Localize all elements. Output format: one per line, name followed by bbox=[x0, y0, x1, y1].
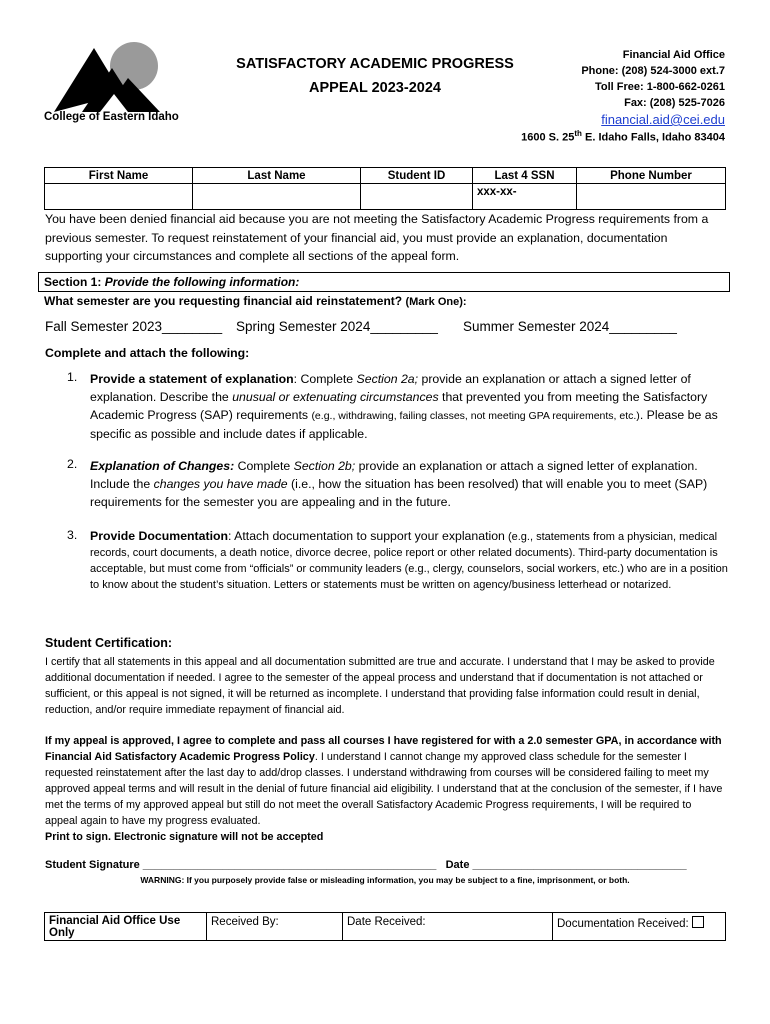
item-number: 1. bbox=[67, 370, 78, 384]
form-subtitle: APPEAL 2023-2024 bbox=[309, 80, 441, 96]
section1-heading: Section 1: Provide the following information: bbox=[44, 275, 300, 289]
student-info-table bbox=[44, 167, 726, 210]
office-name: Financial Aid Office bbox=[622, 49, 725, 61]
received-by-field[interactable]: Received By: bbox=[207, 913, 343, 941]
first-name-header: First Name bbox=[45, 168, 193, 184]
student-id-field[interactable] bbox=[361, 184, 473, 210]
ssn-field[interactable] bbox=[473, 184, 577, 210]
date-received-field[interactable]: Date Received: bbox=[343, 913, 553, 941]
warning-text: WARNING: If you purposely provide false or misleading information, you may be subject to a fine, imprisonment, or both. bbox=[140, 875, 630, 885]
student-id-header: Student ID bbox=[361, 168, 473, 184]
list-item-documentation: Provide Documentation: Attach documentation to support your explanation (e.g., statements from a physician, medical records, court documents, a death notice, divorce decree, police report or other related documents). Third-party documentation is acceptable, but must come from “officials” or community leaders (e.g., clergy, counselors, social workers, etc.) who are in a position to know about the student’s situation. Letters or statements must be written on agency/business letterhead or notarized. bbox=[90, 529, 728, 591]
list-item-changes: Explanation of Changes: Complete Section 2b; provide an explanation or attach a signed letter of explanation. Include the changes you have made (i.e., how the situation has been resolved) that will enable you to meet (SAP) requirements for the semester you are appealing and in the future. bbox=[90, 459, 708, 509]
last-name-header: Last Name bbox=[193, 168, 361, 184]
gpa-agreement: If my appeal is approved, I agree to complete and pass all courses I have registered for with a 2.0 semester GPA, in accordance with Financial Aid Satisfactory Academic Progress Policy. I understand I cannot change my approved class schedule for the semester I requested reinstatement after the last day to add/drop classes. I understand withdrawing from courses will be considered failing to meet my approved appeal terms and will result in the denial of future financial aid eligibility. I understand that at the conclusion of the semester, if I have met the terms of my approved appeal but still do not meet the overall Satisfactory Academic Progress requirements, I will be required to appeal again to have my progress evaluated. Print to sign. Electronic signature will not be accepted bbox=[45, 735, 723, 843]
ssn-header: Last 4 SSN bbox=[473, 168, 577, 184]
fall-semester-option[interactable]: Fall Semester 2023________ bbox=[45, 319, 223, 334]
attach-heading: Complete and attach the following: bbox=[45, 346, 250, 360]
intro-paragraph: You have been denied financial aid because you are not meeting the Satisfactory Academic Progress requirements from a previous semester. To request reinstatement of your financial aid, you must provide an explanation, documentation supporting your circumstances and complete all sections of the appeal form. bbox=[45, 212, 709, 263]
signature-line[interactable] bbox=[45, 859, 687, 871]
print-note: Print to sign. Electronic signature will not be accepted bbox=[45, 831, 324, 843]
spring-semester-option[interactable]: Spring Semester 2024_________ bbox=[236, 319, 438, 334]
phone-field[interactable] bbox=[577, 184, 726, 210]
form-title: SATISFACTORY ACADEMIC PROGRESS bbox=[236, 56, 514, 72]
first-name-field[interactable] bbox=[45, 184, 193, 210]
documentation-checkbox[interactable] bbox=[692, 916, 704, 928]
certification-text: I certify that all statements in this appeal and all documentation submitted are true and accurate. I understand that I may be asked to provide additional documentation if needed. I agree to the semester of the appeal process and understand that if documentation is not attached or sufficient, or this appeal is not signed, it will be returned as incomplete. I understand that providing false information could result in denial, reduction, and/or require immediate repayment of financial aid. bbox=[45, 656, 715, 716]
student-signature-field: Student Signature ________________________________________________ bbox=[45, 859, 437, 871]
office-use-label: Financial Aid Office Use Only bbox=[45, 913, 207, 941]
office-phone: Phone: (208) 524-3000 ext.7 bbox=[581, 65, 725, 77]
ssn-prefix: xxx-xx- bbox=[477, 186, 517, 198]
list-item-statement: Provide a statement of explanation: Complete Section 2a; provide an explanation or attach a signed letter of explanation. Describe the unusual or extenuating circumstances that prevented you from meeting the Satisfactory Academic Progress (SAP) requirements (e.g., withdrawing, failing classes, not meeting GPA requirements, etc.). Please be as specific as possible and include dates if applicable. bbox=[90, 372, 718, 441]
item-number: 3. bbox=[67, 528, 78, 542]
phone-header: Phone Number bbox=[577, 168, 726, 184]
office-address: 1600 S. 25th E. Idaho Falls, Idaho 83404 bbox=[521, 129, 725, 144]
office-toll-free: Toll Free: 1-800-662-0261 bbox=[594, 81, 725, 93]
office-use-table bbox=[44, 912, 726, 941]
logo-wordmark: College of Eastern Idaho bbox=[44, 111, 179, 123]
office-email-link[interactable]: financial.aid@cei.edu bbox=[601, 112, 725, 127]
office-fax: Fax: (208) 525-7026 bbox=[624, 97, 725, 109]
certification-heading: Student Certification: bbox=[45, 636, 173, 650]
last-name-field[interactable] bbox=[193, 184, 361, 210]
semester-question: What semester are you requesting financial aid reinstatement? (Mark One): bbox=[44, 294, 467, 308]
documentation-received-field[interactable]: Documentation Received: bbox=[553, 913, 726, 941]
item-number: 2. bbox=[67, 457, 78, 471]
date-field: Date ___________________________________ bbox=[445, 859, 687, 871]
summer-semester-option[interactable]: Summer Semester 2024_________ bbox=[463, 319, 677, 334]
